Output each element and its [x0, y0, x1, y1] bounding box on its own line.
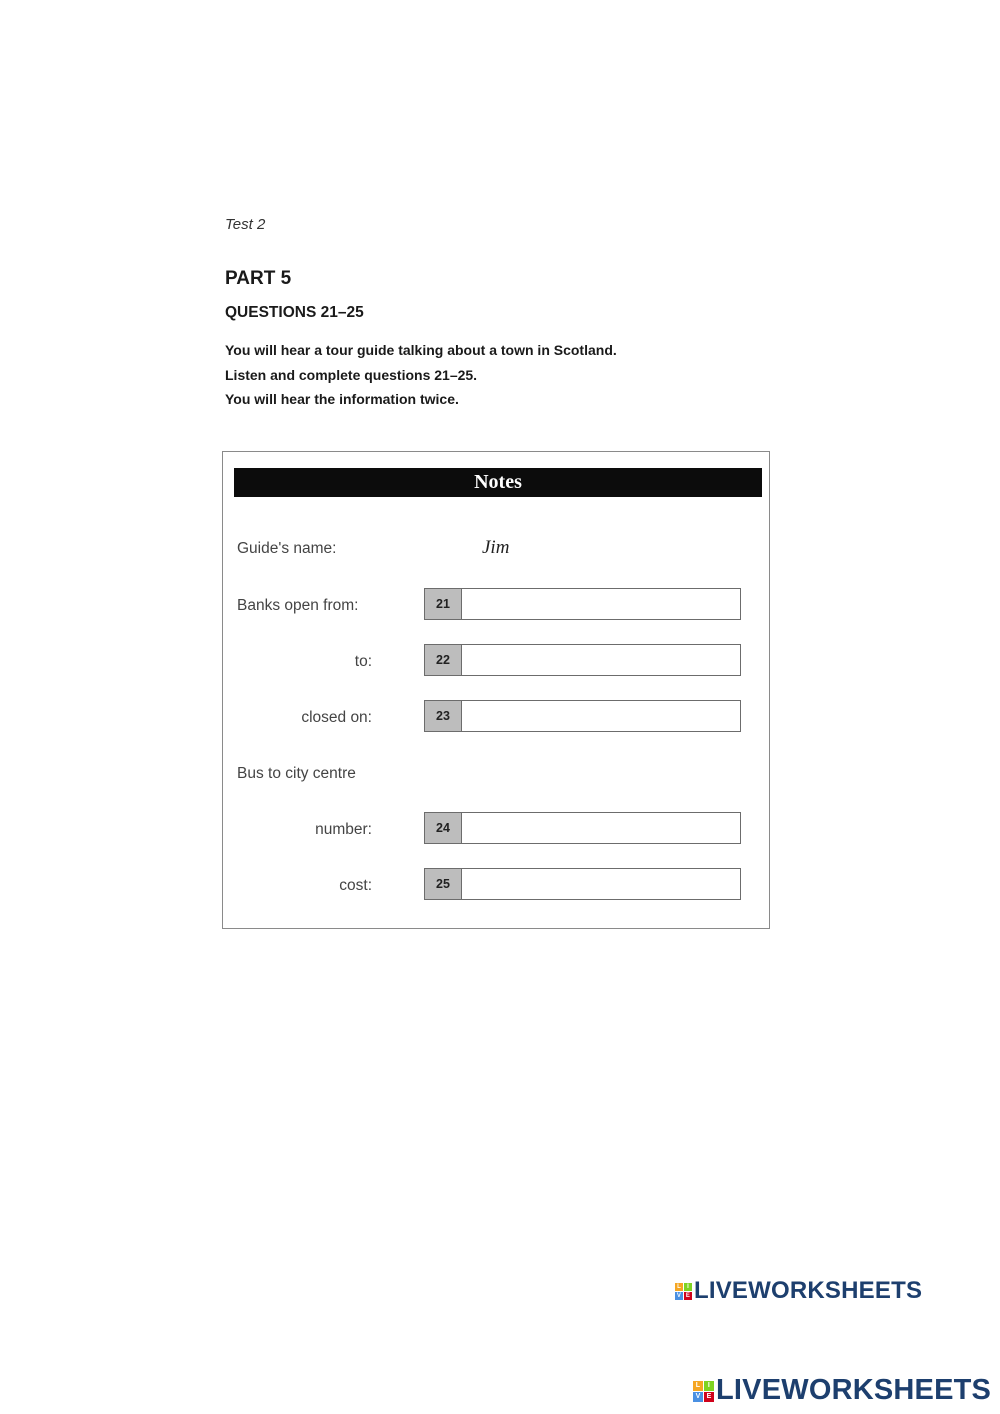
- liveworksheets-logo-footer: [693, 1374, 991, 1407]
- instruction-line: You will hear the information twice.: [225, 391, 459, 407]
- section-label-bus: Bus to city centre: [237, 765, 356, 782]
- guide-name-label: Guide's name:: [237, 540, 337, 557]
- answer-box-22: [424, 644, 741, 676]
- question-number-24: 24: [425, 813, 462, 843]
- questions-title: QUESTIONS 21–25: [225, 304, 364, 321]
- answer-input-24[interactable]: [462, 813, 740, 843]
- guide-name-value: Jim: [482, 537, 510, 558]
- answer-box-24: [424, 812, 741, 844]
- liveworksheets-icon: L I V E: [693, 1381, 714, 1402]
- answer-box-21: [424, 588, 741, 620]
- liveworksheets-wordmark: LIVEWORKSHEETS: [716, 1374, 992, 1406]
- liveworksheets-icon: L I V E: [676, 1284, 691, 1300]
- field-label-21: Banks open from:: [237, 597, 359, 614]
- field-label-22: to:: [354, 653, 372, 670]
- answer-input-23[interactable]: [462, 701, 740, 731]
- question-number-22: 22: [425, 645, 462, 675]
- instruction-line: Listen and complete questions 21–25.: [225, 367, 478, 383]
- answer-input-21[interactable]: [462, 589, 740, 619]
- field-label-24: number:: [315, 821, 372, 838]
- liveworksheets-wordmark: LIVEWORKSHEETS: [694, 1277, 923, 1304]
- part-title: PART 5: [225, 268, 292, 289]
- instruction-line: You will hear a tour guide talking about a town in Scotland.: [225, 342, 617, 358]
- notes-panel: [222, 451, 770, 929]
- answer-box-23: [424, 700, 741, 732]
- liveworksheets-logo: [675, 1277, 922, 1305]
- question-number-23: 23: [425, 701, 462, 731]
- field-label-25: cost:: [339, 877, 372, 894]
- answer-input-25[interactable]: [462, 869, 740, 899]
- answer-input-22[interactable]: [462, 645, 740, 675]
- answer-box-25: [424, 868, 741, 900]
- notes-title: Notes: [234, 468, 762, 497]
- question-number-21: 21: [425, 589, 462, 619]
- field-label-23: closed on:: [301, 709, 372, 726]
- test-label: Test 2: [225, 216, 266, 233]
- question-number-25: 25: [425, 869, 462, 899]
